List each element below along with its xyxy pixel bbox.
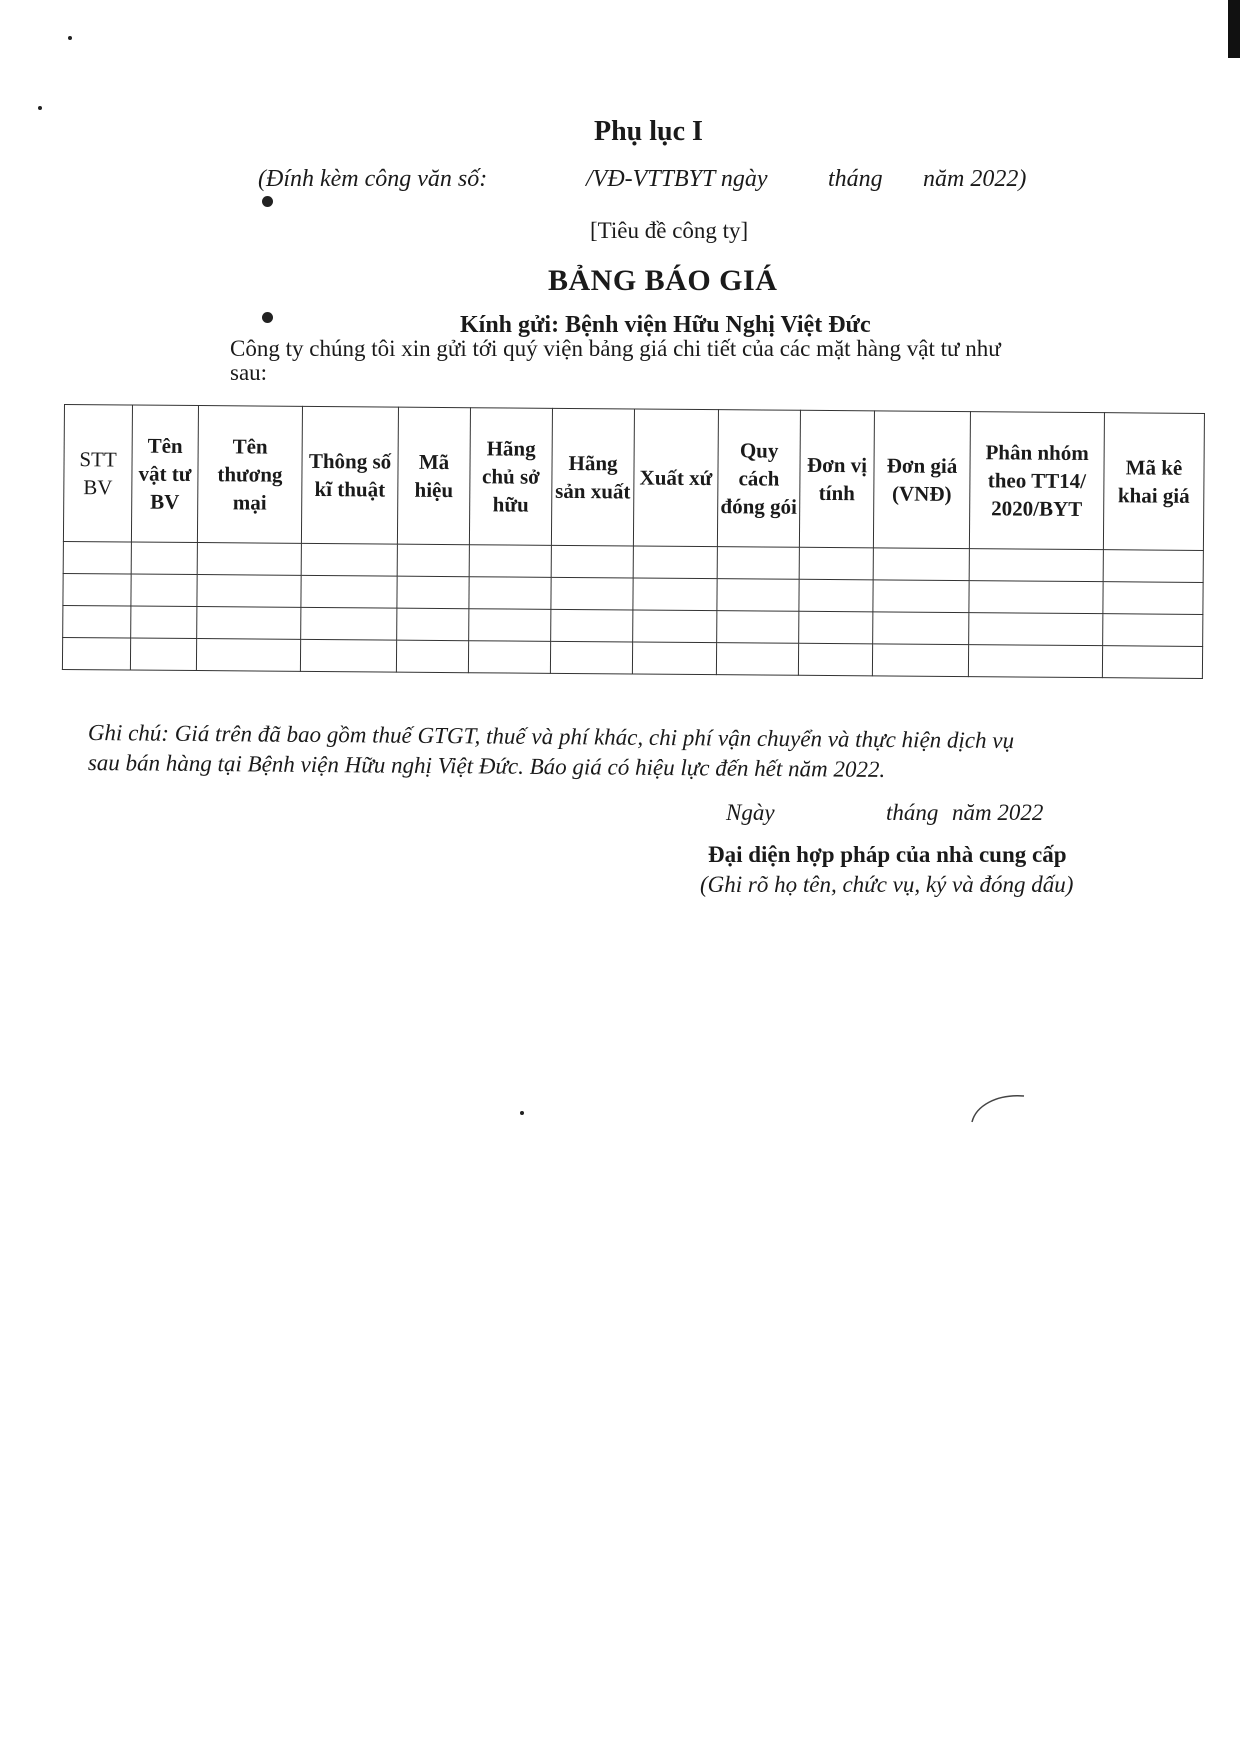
- table-cell: [131, 606, 197, 639]
- quotation-table: [62, 404, 1205, 679]
- intro-text-line-2: sau:: [230, 360, 268, 385]
- column-header: Xuất xứ: [633, 409, 718, 547]
- table-cell: [1102, 646, 1202, 679]
- table-cell: [798, 643, 872, 676]
- reference-code: /VĐ-VTTBYT ngày: [586, 166, 768, 192]
- scan-speck: [38, 106, 42, 110]
- table-cell: [799, 547, 873, 580]
- column-header: Tên thương mại: [197, 406, 302, 544]
- document-title: BẢNG BÁO GIÁ: [548, 264, 778, 297]
- table-cell: [968, 645, 1102, 678]
- table-cell: [873, 548, 969, 581]
- table-cell: [550, 641, 632, 674]
- note-line-2: sau bán hàng tại Bệnh viện Hữu nghị Việt Đức. Báo giá có hiệu lực đến hết năm 2022.: [87, 750, 886, 782]
- table-cell: [1103, 614, 1203, 647]
- table-cell: [397, 544, 469, 577]
- column-header: Tên vật tư BV: [131, 405, 198, 543]
- table-cell: [717, 579, 799, 612]
- column-header: Đơn vị tính: [799, 410, 874, 548]
- table-cell: [469, 577, 551, 610]
- table-cell: [63, 541, 131, 574]
- column-header: Phân nhóm theo TT14/ 2020/BYT: [969, 412, 1104, 550]
- reference-month: tháng: [828, 166, 883, 192]
- intro-text-line-1: Công ty chúng tôi xin gửi tới quý viện bảng giá chi tiết của các mặt hàng vật tư như: [230, 336, 1001, 361]
- reference-line: [258, 166, 1048, 196]
- table-cell: [300, 639, 396, 672]
- note-line-1: Ghi chú: Giá trên đã bao gồm thuế GTGT, thuế và phí khác, chi phí vận chuyển và thực hiện dịch vụ: [87, 720, 1015, 754]
- table-cell: [799, 611, 873, 644]
- scan-edge-mark: [1228, 0, 1240, 58]
- table-cell: [469, 545, 551, 578]
- column-header: Mã hiệu: [397, 407, 470, 545]
- table-header-row: [63, 405, 1204, 551]
- table-cell: [396, 640, 468, 673]
- table-cell: [632, 642, 716, 675]
- table-cell: [873, 580, 969, 613]
- company-placeholder: [Tiêu đề công ty]: [590, 218, 749, 243]
- reference-prefix: (Đính kèm công văn số:: [258, 166, 488, 192]
- column-header: Hãng sản xuất: [551, 408, 634, 546]
- table-cell: [633, 578, 717, 611]
- signer-instructions: (Ghi rõ họ tên, chức vụ, ký và đóng dấu): [700, 872, 1074, 897]
- column-header: Mã kê khai giá: [1103, 413, 1204, 551]
- appendix-title: Phụ lục I: [594, 116, 703, 147]
- table-cell: [1103, 582, 1203, 615]
- table-cell: [301, 575, 397, 608]
- table-cell: [63, 605, 131, 638]
- table-cell: [131, 574, 197, 607]
- scan-speck: [520, 1111, 524, 1115]
- table-cell: [969, 581, 1103, 614]
- table-cell: [1103, 550, 1203, 583]
- table-cell: [62, 637, 130, 670]
- column-header: STT BV: [63, 405, 132, 543]
- date-day-label: Ngày: [726, 800, 775, 825]
- column-header: Thông số kĩ thuật: [301, 406, 398, 544]
- table-cell: [717, 547, 799, 580]
- table-cell: [130, 638, 196, 671]
- table-cell: [197, 607, 301, 640]
- table-cell: [716, 643, 798, 676]
- column-header: Quy cách đóng gói: [717, 410, 800, 548]
- table-cell: [969, 613, 1103, 646]
- table-cell: [633, 546, 717, 579]
- table-cell: [397, 576, 469, 609]
- scan-speck: [262, 196, 273, 207]
- table-cell: [196, 639, 300, 672]
- quotation-table-wrapper: [62, 404, 1204, 679]
- date-year-label: năm 2022: [952, 800, 1044, 825]
- signing-date: [726, 800, 1056, 830]
- table-cell: [551, 609, 633, 642]
- table-cell: [717, 611, 799, 644]
- table-cell: [969, 549, 1103, 582]
- scan-speck: [68, 36, 72, 40]
- scan-speck: [262, 312, 273, 323]
- table-cell: [397, 608, 469, 641]
- table-cell: [197, 543, 301, 576]
- table-cell: [872, 644, 968, 677]
- table-cell: [633, 610, 717, 643]
- column-header: Hãng chủ sở hữu: [469, 408, 552, 546]
- signer-title: Đại diện hợp pháp của nhà cung cấp: [708, 842, 1067, 867]
- table-cell: [63, 573, 131, 606]
- table-cell: [131, 542, 197, 575]
- table-cell: [873, 612, 969, 645]
- date-month-label: tháng: [886, 800, 939, 825]
- table-cell: [799, 579, 873, 612]
- table-cell: [301, 543, 397, 576]
- table-cell: [551, 545, 633, 578]
- reference-year: năm 2022): [923, 166, 1027, 192]
- table-cell: [468, 641, 550, 674]
- table-cell: [301, 607, 397, 640]
- table-cell: [197, 575, 301, 608]
- table-cell: [469, 609, 551, 642]
- scan-pen-mark: [966, 1086, 1036, 1126]
- table-cell: [551, 577, 633, 610]
- greeting-line: Kính gửi: Bệnh viện Hữu Nghị Việt Đức: [460, 312, 871, 338]
- column-header: Đơn giá (VNĐ): [873, 411, 970, 549]
